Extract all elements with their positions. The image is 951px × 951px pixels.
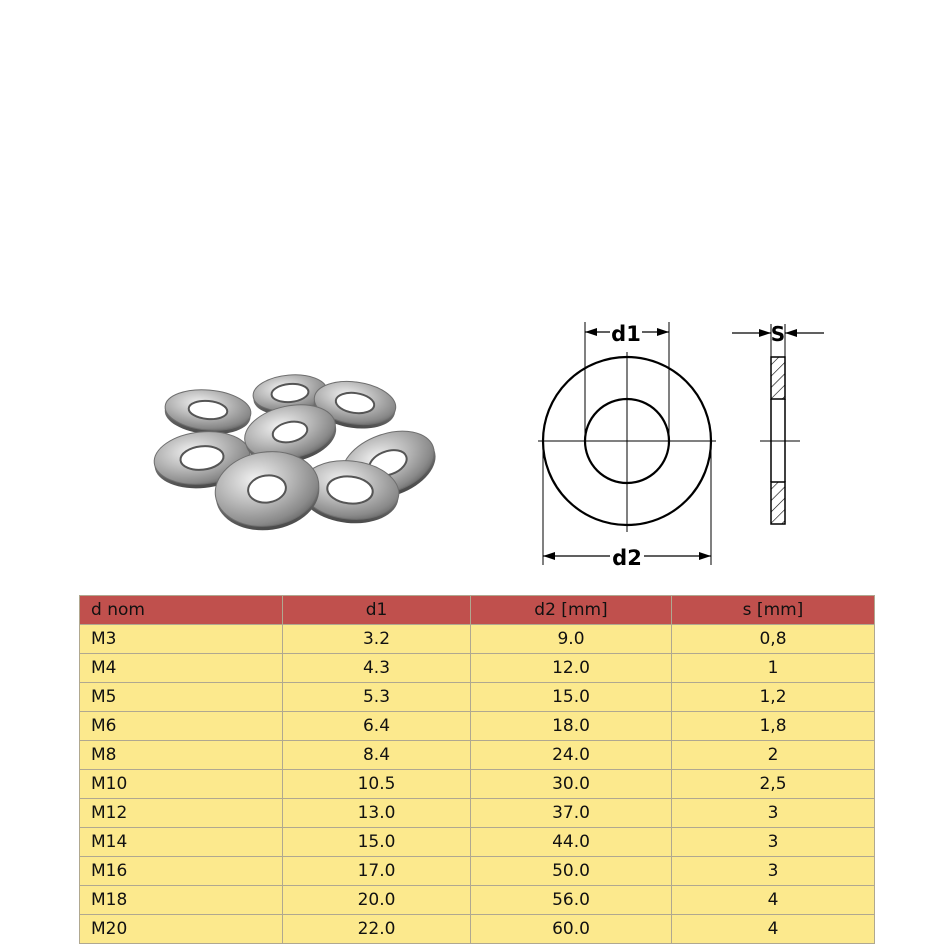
side-section-upper	[771, 357, 785, 399]
side-section-lower	[771, 482, 785, 524]
cell-d-nom: M5	[80, 683, 283, 712]
cell-s: 1	[672, 654, 875, 683]
table-row	[80, 857, 875, 886]
table-row	[80, 625, 875, 654]
cell-d2: 50.0	[471, 857, 672, 886]
cell-d2: 9.0	[471, 625, 672, 654]
cell-d2: 30.0	[471, 770, 672, 799]
cell-s: 2,5	[672, 770, 875, 799]
cell-d-nom: M3	[80, 625, 283, 654]
cell-d-nom: M4	[80, 654, 283, 683]
table-row	[80, 770, 875, 799]
cell-d2: 12.0	[471, 654, 672, 683]
cell-d-nom: M10	[80, 770, 283, 799]
cell-s: 3	[672, 857, 875, 886]
cell-d2: 15.0	[471, 683, 672, 712]
cell-d1: 3.2	[283, 625, 471, 654]
s-label: S	[770, 322, 786, 346]
table-row	[80, 683, 875, 712]
cell-d1: 13.0	[283, 799, 471, 828]
table-row	[80, 712, 875, 741]
cell-d2: 24.0	[471, 741, 672, 770]
cell-d1: 22.0	[283, 915, 471, 944]
cell-d1: 10.5	[283, 770, 471, 799]
cell-d2: 56.0	[471, 886, 672, 915]
cell-d1: 6.4	[283, 712, 471, 741]
washers-photo	[120, 355, 470, 555]
table-row	[80, 654, 875, 683]
table-row	[80, 915, 875, 944]
cell-d1: 5.3	[283, 683, 471, 712]
cell-d2: 44.0	[471, 828, 672, 857]
cell-d1: 20.0	[283, 886, 471, 915]
cell-d1: 17.0	[283, 857, 471, 886]
cell-d-nom: M16	[80, 857, 283, 886]
cell-s: 4	[672, 886, 875, 915]
cell-d-nom: M18	[80, 886, 283, 915]
cell-d1: 15.0	[283, 828, 471, 857]
cell-d-nom: M14	[80, 828, 283, 857]
header-s: s [mm]	[672, 596, 875, 625]
cell-s: 2	[672, 741, 875, 770]
cell-d1: 8.4	[283, 741, 471, 770]
header-d2: d2 [mm]	[471, 596, 672, 625]
cell-d1: 4.3	[283, 654, 471, 683]
cell-s: 4	[672, 915, 875, 944]
table-header-row	[80, 596, 875, 625]
d1-label: d1	[611, 322, 641, 346]
table-row	[80, 828, 875, 857]
cell-d2: 37.0	[471, 799, 672, 828]
d2-label: d2	[612, 546, 642, 570]
header-d-nom: d nom	[80, 596, 283, 625]
table-row	[80, 799, 875, 828]
header-d1: d1	[283, 596, 471, 625]
table-row	[80, 886, 875, 915]
cell-d-nom: M6	[80, 712, 283, 741]
cell-s: 3	[672, 799, 875, 828]
washer-image	[163, 386, 253, 437]
washer-dimensions-table	[79, 595, 875, 944]
cell-s: 1,2	[672, 683, 875, 712]
cell-s: 1,8	[672, 712, 875, 741]
table-row	[80, 741, 875, 770]
cell-d-nom: M12	[80, 799, 283, 828]
cell-s: 0,8	[672, 625, 875, 654]
washer-technical-drawing	[520, 310, 840, 580]
cell-s: 3	[672, 828, 875, 857]
cell-d-nom: M8	[80, 741, 283, 770]
cell-d-nom: M20	[80, 915, 283, 944]
cell-d2: 60.0	[471, 915, 672, 944]
cell-d2: 18.0	[471, 712, 672, 741]
